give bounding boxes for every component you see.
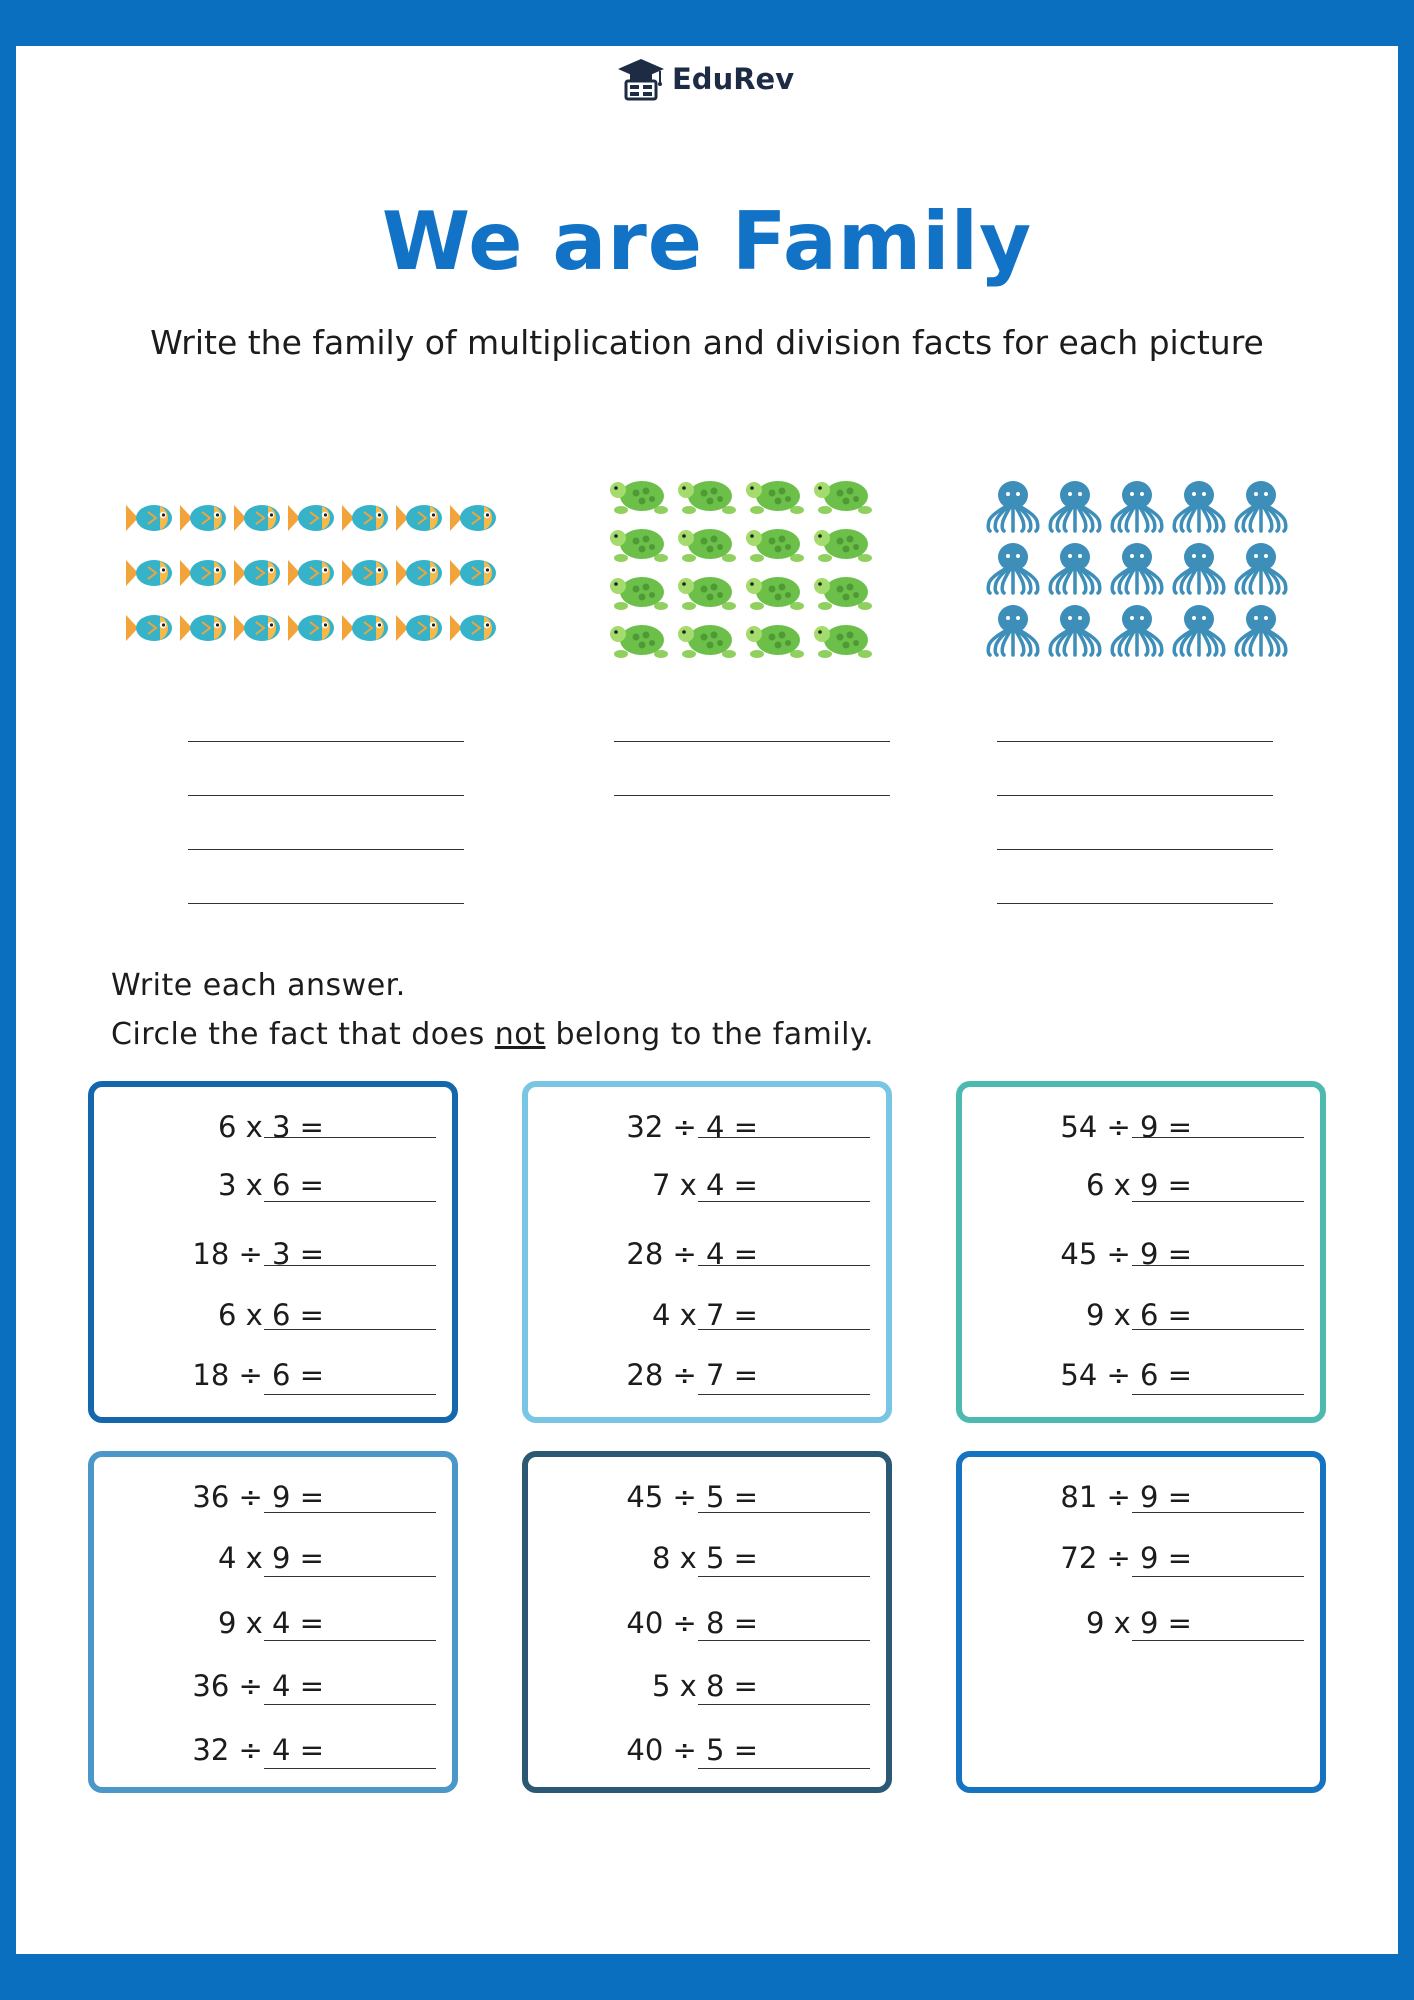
- fact-equation: 5 x 8 =: [651, 1669, 758, 1703]
- fact-answer-line[interactable]: [698, 1640, 870, 1641]
- instruction-text: Circle the fact that does: [111, 1017, 495, 1052]
- fish-icon: [396, 505, 442, 531]
- answer-line[interactable]: [997, 903, 1273, 904]
- turtle-icon: [814, 529, 872, 562]
- fish-icon: [450, 560, 496, 586]
- fact-equation: 8 x 5 =: [651, 1541, 758, 1575]
- fact-answer-line[interactable]: [264, 1576, 436, 1577]
- turtle-icon: [610, 577, 668, 610]
- turtle-icon: [678, 529, 736, 562]
- page-title: We are Family: [381, 195, 1033, 288]
- fact-answer-line[interactable]: [1132, 1265, 1304, 1266]
- instruction-write: Write each answer.: [111, 968, 406, 1003]
- fact-answer-line[interactable]: [1132, 1394, 1304, 1395]
- fact-equation: 28 ÷ 7 =: [626, 1358, 758, 1392]
- fish-icon: [342, 505, 388, 531]
- fact-equation: 6 x 6 =: [217, 1298, 324, 1332]
- page-subtitle: Write the family of multiplication and division facts for each picture: [150, 323, 1264, 362]
- answer-line[interactable]: [997, 849, 1273, 850]
- octopus-picture: [980, 475, 1295, 665]
- octopus-icon: [1174, 605, 1224, 655]
- octopus-icon: [1050, 605, 1100, 655]
- edurev-logo: [616, 55, 794, 103]
- fact-equation: 6 x 9 =: [1085, 1168, 1192, 1202]
- answer-line[interactable]: [188, 849, 464, 850]
- fact-equation: 18 ÷ 6 =: [192, 1358, 324, 1392]
- fact-equation: 4 x 9 =: [217, 1541, 324, 1575]
- turtle-icon: [678, 481, 736, 514]
- octopus-icon: [1174, 543, 1224, 593]
- octopus-icon: [988, 543, 1038, 593]
- fact-answer-line[interactable]: [1132, 1201, 1304, 1202]
- fact-equation: 54 ÷ 9 =: [1060, 1110, 1192, 1144]
- fact-answer-line[interactable]: [698, 1329, 870, 1330]
- fact-answer-line[interactable]: [1132, 1512, 1304, 1513]
- fact-equation: 3 x 6 =: [217, 1168, 324, 1202]
- fact-answer-line[interactable]: [698, 1768, 870, 1769]
- fact-answer-line[interactable]: [264, 1768, 436, 1769]
- fact-answer-line[interactable]: [1132, 1640, 1304, 1641]
- turtle-icon: [746, 481, 804, 514]
- fact-answer-line[interactable]: [264, 1704, 436, 1705]
- answer-line[interactable]: [614, 741, 890, 742]
- fact-equation: 9 x 9 =: [1085, 1606, 1192, 1640]
- fish-picture: [122, 490, 512, 650]
- fish-icon: [342, 615, 388, 641]
- fact-equation: 36 ÷ 4 =: [192, 1669, 324, 1703]
- octopus-icon: [1050, 543, 1100, 593]
- turtle-icon: [814, 625, 872, 658]
- fact-equation: 36 ÷ 9 =: [192, 1480, 324, 1514]
- octopus-icon: [1174, 481, 1224, 531]
- turtle-icon: [746, 625, 804, 658]
- fact-answer-line[interactable]: [698, 1394, 870, 1395]
- octopus-icon: [988, 481, 1038, 531]
- octopus-icon: [1112, 543, 1162, 593]
- fact-answer-line[interactable]: [264, 1512, 436, 1513]
- answer-line[interactable]: [997, 741, 1273, 742]
- fact-equation: 4 x 7 =: [651, 1298, 758, 1332]
- fish-icon: [288, 505, 334, 531]
- turtle-icon: [610, 529, 668, 562]
- fish-icon: [180, 560, 226, 586]
- fact-answer-line[interactable]: [698, 1576, 870, 1577]
- answer-line[interactable]: [188, 795, 464, 796]
- fact-equation: 40 ÷ 8 =: [626, 1606, 758, 1640]
- fish-icon: [342, 560, 388, 586]
- fish-icon: [234, 505, 280, 531]
- fish-icon: [180, 505, 226, 531]
- octopus-icon: [1236, 605, 1286, 655]
- fish-icon: [180, 615, 226, 641]
- fact-equation: 32 ÷ 4 =: [626, 1110, 758, 1144]
- instruction-emphasis: not: [494, 1017, 546, 1052]
- octopus-icon: [1112, 481, 1162, 531]
- answer-line[interactable]: [188, 903, 464, 904]
- graduation-cap-icon: [616, 55, 666, 103]
- fact-equation: 72 ÷ 9 =: [1060, 1541, 1192, 1575]
- fact-answer-line[interactable]: [698, 1137, 870, 1138]
- fact-answer-line[interactable]: [698, 1201, 870, 1202]
- fish-icon: [234, 560, 280, 586]
- turtle-icon: [746, 577, 804, 610]
- fact-equation: 9 x 4 =: [217, 1606, 324, 1640]
- turtle-icon: [610, 481, 668, 514]
- octopus-icon: [1112, 605, 1162, 655]
- fish-icon: [288, 560, 334, 586]
- octopus-icon: [988, 605, 1038, 655]
- fact-answer-line[interactable]: [264, 1394, 436, 1395]
- fact-answer-line[interactable]: [264, 1201, 436, 1202]
- answer-line[interactable]: [188, 741, 464, 742]
- fact-equation: 45 ÷ 9 =: [1060, 1237, 1192, 1271]
- turtle-picture: [605, 470, 890, 670]
- fact-equation: 40 ÷ 5 =: [626, 1733, 758, 1767]
- fact-equation: 32 ÷ 4 =: [192, 1733, 324, 1767]
- answer-line[interactable]: [997, 795, 1273, 796]
- fact-answer-line[interactable]: [264, 1640, 436, 1641]
- brand-name: EduRev: [672, 62, 795, 96]
- fact-answer-line[interactable]: [698, 1704, 870, 1705]
- fact-answer-line[interactable]: [698, 1265, 870, 1266]
- fish-icon: [234, 615, 280, 641]
- turtle-icon: [678, 625, 736, 658]
- fact-answer-line[interactable]: [264, 1137, 436, 1138]
- fact-equation: 7 x 4 =: [651, 1168, 758, 1202]
- turtle-icon: [814, 481, 872, 514]
- fact-answer-line[interactable]: [1132, 1576, 1304, 1577]
- fish-icon: [288, 615, 334, 641]
- fish-icon: [126, 560, 172, 586]
- turtle-icon: [610, 625, 668, 658]
- instruction-circle: [111, 1017, 874, 1052]
- fact-equation: 28 ÷ 4 =: [626, 1237, 758, 1271]
- fact-equation: 18 ÷ 3 =: [192, 1237, 324, 1271]
- fish-icon: [126, 505, 172, 531]
- octopus-icon: [1236, 481, 1286, 531]
- fish-icon: [396, 560, 442, 586]
- fact-answer-line[interactable]: [264, 1265, 436, 1266]
- fact-answer-line[interactable]: [1132, 1329, 1304, 1330]
- fish-icon: [126, 615, 172, 641]
- turtle-icon: [814, 577, 872, 610]
- fish-icon: [450, 615, 496, 641]
- fact-equation: 45 ÷ 5 =: [626, 1480, 758, 1514]
- octopus-icon: [1236, 543, 1286, 593]
- answer-line[interactable]: [614, 795, 890, 796]
- instruction-text: belong to the family.: [545, 1017, 875, 1052]
- octopus-icon: [1050, 481, 1100, 531]
- fact-equation: 54 ÷ 6 =: [1060, 1358, 1192, 1392]
- fact-equation: 9 x 6 =: [1085, 1298, 1192, 1332]
- fact-answer-line[interactable]: [1132, 1137, 1304, 1138]
- turtle-icon: [678, 577, 736, 610]
- fact-equation: 6 x 3 =: [217, 1110, 324, 1144]
- fish-icon: [450, 505, 496, 531]
- fact-equation: 81 ÷ 9 =: [1060, 1480, 1192, 1514]
- fact-answer-line[interactable]: [264, 1329, 436, 1330]
- fish-icon: [396, 615, 442, 641]
- turtle-icon: [746, 529, 804, 562]
- fact-answer-line[interactable]: [698, 1512, 870, 1513]
